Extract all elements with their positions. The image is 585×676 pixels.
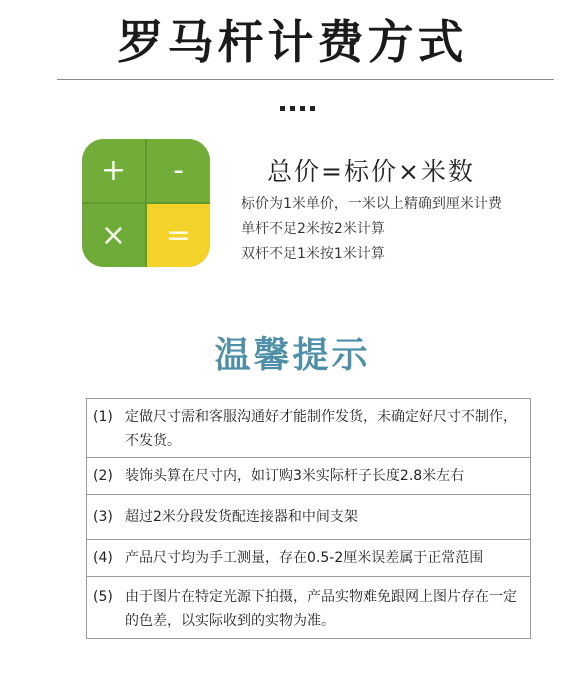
page-title: 罗马杆计费方式 bbox=[117, 15, 468, 69]
tip-row bbox=[87, 495, 530, 540]
tip-row bbox=[87, 399, 530, 458]
pricing-note-double-rod: 双杆不足1米按1米计算 bbox=[241, 246, 385, 262]
tip-number: (5) bbox=[93, 589, 113, 605]
tip-row bbox=[87, 540, 530, 577]
dot bbox=[300, 106, 305, 111]
tips-title: 温馨提示 bbox=[214, 335, 371, 376]
minus-icon: - bbox=[147, 139, 210, 202]
tip-number: (1) bbox=[93, 409, 113, 425]
dot bbox=[280, 106, 285, 111]
dot bbox=[310, 106, 315, 111]
tip-text: 超过2米分段发货配连接器和中间支架 bbox=[125, 509, 358, 525]
tip-text: 定做尺寸需和客服沟通好才能制作发货，未确定好尺寸不制作，不发货。 bbox=[125, 409, 517, 449]
title-divider bbox=[57, 79, 554, 80]
pricing-formula: 总价=标价×米数 bbox=[267, 157, 475, 186]
equals-icon: = bbox=[147, 204, 210, 267]
tip-text: 装饰头算在尺寸内，如订购3米实际杆子长度2.8米左右 bbox=[125, 468, 465, 484]
pricing-note-unit-price: 标价为1米单价，一米以上精确到厘米计费 bbox=[241, 196, 502, 212]
tip-text: 产品尺寸均为手工测量，存在0.5-2厘米误差属于正常范围 bbox=[125, 550, 484, 566]
pricing-note-single-rod: 单杆不足2米按2米计算 bbox=[241, 221, 385, 237]
multiply-icon: × bbox=[82, 204, 145, 267]
plus-icon: + bbox=[82, 139, 145, 202]
tip-row bbox=[87, 458, 530, 495]
dot bbox=[290, 106, 295, 111]
decorative-dots bbox=[280, 106, 315, 111]
tip-row bbox=[87, 577, 530, 639]
tip-text: 由于图片在特定光源下拍摄，产品实物难免跟网上图片存在一定的色差，以实际收到的实物为准。 bbox=[125, 589, 517, 629]
calculator-icon bbox=[82, 139, 210, 267]
tip-number: (3) bbox=[93, 509, 113, 525]
tips-table bbox=[86, 398, 531, 639]
tip-number: (4) bbox=[93, 550, 113, 566]
tip-number: (2) bbox=[93, 468, 113, 484]
